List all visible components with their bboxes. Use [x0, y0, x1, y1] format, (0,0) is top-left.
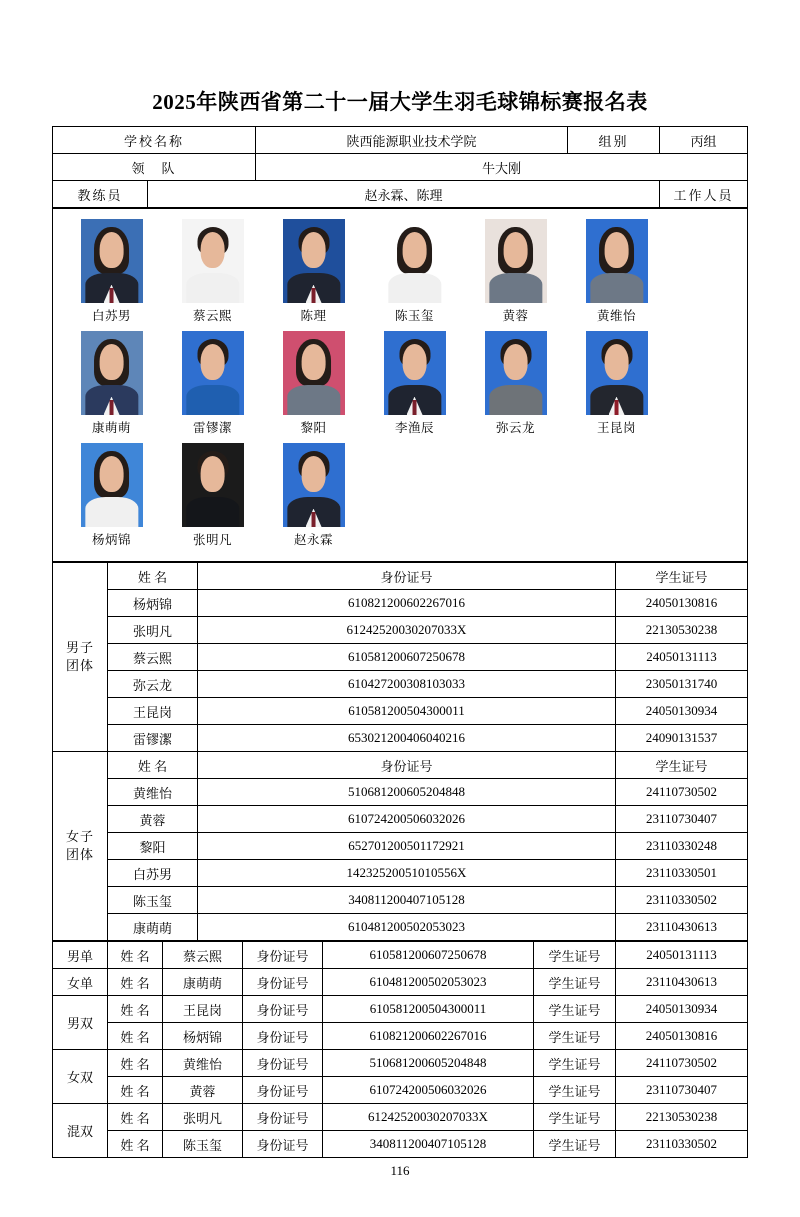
event-student-label: 学生证号	[534, 969, 616, 996]
table-row	[53, 996, 748, 1023]
player-portrait	[182, 219, 244, 303]
page-number: 116	[390, 1163, 410, 1178]
team-label: 男子 团体	[53, 563, 108, 752]
player-name: 白苏男	[108, 860, 198, 887]
player-student-id: 24050130934	[616, 698, 748, 725]
table-row	[53, 590, 748, 617]
table-header-row	[53, 563, 748, 590]
photo-item	[566, 331, 667, 436]
photo-item	[364, 331, 465, 436]
table-row	[53, 1050, 748, 1077]
photo-caption-name: 黎阳	[300, 421, 327, 435]
player-student-id: 22130530238	[616, 617, 748, 644]
event-player-student-id: 22130530238	[616, 1104, 748, 1131]
player-student-id: 24110730502	[616, 779, 748, 806]
player-student-id: 23110330502	[616, 887, 748, 914]
player-id-number: 610481200502053023	[198, 914, 616, 941]
event-name-label: 姓 名	[108, 1050, 163, 1077]
player-id-number: 610724200506032026	[198, 806, 616, 833]
photo-item	[263, 219, 364, 324]
event-student-label: 学生证号	[534, 1023, 616, 1050]
event-player-id-number: 610481200502053023	[323, 969, 534, 996]
player-name: 蔡云熙	[108, 644, 198, 671]
event-student-label: 学生证号	[534, 1077, 616, 1104]
table-row	[53, 860, 748, 887]
event-player-student-id: 23110730407	[616, 1077, 748, 1104]
event-label: 男双	[53, 996, 108, 1050]
event-player-student-id: 24110730502	[616, 1050, 748, 1077]
player-id-number: 61242520030207033X	[198, 617, 616, 644]
event-id-label: 身份证号	[243, 1050, 323, 1077]
photo-area	[53, 209, 747, 561]
column-header-name: 姓 名	[108, 563, 198, 590]
photo-caption-name: 王昆岗	[596, 421, 636, 435]
event-name-label: 姓 名	[108, 1077, 163, 1104]
photo-caption-name: 雷镠潔	[192, 421, 232, 435]
event-player-name: 王昆岗	[163, 996, 243, 1023]
photo-caption-name: 黄维怡	[596, 309, 636, 323]
event-player-name: 杨炳锦	[163, 1023, 243, 1050]
photo-item	[465, 219, 566, 324]
event-name-label: 姓 名	[108, 1131, 163, 1158]
event-label: 混双	[53, 1104, 108, 1158]
photo-caption-name: 陈玉玺	[394, 309, 434, 323]
player-portrait	[384, 219, 446, 303]
table-row	[53, 1131, 748, 1158]
photo-caption-name: 蔡云熙	[192, 309, 232, 323]
player-portrait	[485, 331, 547, 415]
table-row	[53, 209, 748, 562]
table-row	[53, 154, 748, 181]
event-player-id-number: 610821200602267016	[323, 1023, 534, 1050]
coach-value: 赵永霖、陈理	[148, 181, 660, 208]
player-id-number: 510681200605204848	[198, 779, 616, 806]
player-student-id: 24050131113	[616, 644, 748, 671]
column-header-name: 姓 名	[108, 752, 198, 779]
table-row	[53, 127, 748, 154]
player-name: 黄维怡	[108, 779, 198, 806]
event-player-student-id: 24050130816	[616, 1023, 748, 1050]
photo-item	[162, 443, 263, 548]
player-portrait	[586, 331, 648, 415]
photo-cell	[53, 209, 748, 562]
player-portrait	[283, 331, 345, 415]
player-id-number: 610581200607250678	[198, 644, 616, 671]
event-label: 女单	[53, 969, 108, 996]
event-player-id-number: 610581200504300011	[323, 996, 534, 1023]
photo-item	[162, 219, 263, 324]
photo-caption-name: 陈理	[300, 309, 327, 323]
table-row	[53, 1023, 748, 1050]
leader-value: 牛大刚	[256, 154, 748, 181]
event-player-student-id: 23110430613	[616, 969, 748, 996]
page-title: 2025年陕西省第二十一届大学生羽毛球锦标赛报名表	[152, 90, 648, 114]
roster-table	[52, 562, 748, 941]
event-player-id-number: 61242520030207033X	[323, 1104, 534, 1131]
event-player-student-id: 24050131113	[616, 942, 748, 969]
photo-table	[52, 208, 748, 562]
player-portrait	[81, 219, 143, 303]
event-id-label: 身份证号	[243, 1104, 323, 1131]
photo-item	[61, 443, 162, 548]
event-player-name: 黄蓉	[163, 1077, 243, 1104]
player-id-number: 14232520051010556X	[198, 860, 616, 887]
table-row	[53, 914, 748, 941]
photo-item	[263, 331, 364, 436]
player-name: 张明凡	[108, 617, 198, 644]
player-portrait	[81, 331, 143, 415]
event-name-label: 姓 名	[108, 996, 163, 1023]
photo-grid	[53, 219, 747, 555]
table-row	[53, 644, 748, 671]
table-row	[53, 887, 748, 914]
event-student-label: 学生证号	[534, 996, 616, 1023]
player-name: 雷镠潔	[108, 725, 198, 752]
table-row	[53, 969, 748, 996]
photo-item	[263, 443, 364, 548]
player-student-id: 23110730407	[616, 806, 748, 833]
event-player-student-id: 23110330502	[616, 1131, 748, 1158]
table-row	[53, 779, 748, 806]
event-player-name: 陈玉玺	[163, 1131, 243, 1158]
table-row	[53, 942, 748, 969]
player-portrait	[384, 331, 446, 415]
photo-caption-name: 张明凡	[192, 533, 232, 547]
column-header-id: 身份证号	[198, 752, 616, 779]
player-portrait	[81, 443, 143, 527]
player-name: 陈玉玺	[108, 887, 198, 914]
info-table	[52, 126, 748, 208]
event-student-label: 学生证号	[534, 1104, 616, 1131]
event-student-label: 学生证号	[534, 942, 616, 969]
player-id-number: 610427200308103033	[198, 671, 616, 698]
player-student-id: 23050131740	[616, 671, 748, 698]
player-id-number: 610821200602267016	[198, 590, 616, 617]
photo-item	[61, 219, 162, 324]
player-portrait	[485, 219, 547, 303]
event-player-student-id: 24050130934	[616, 996, 748, 1023]
table-row	[53, 698, 748, 725]
event-id-label: 身份证号	[243, 969, 323, 996]
event-name-label: 姓 名	[108, 942, 163, 969]
photo-item	[465, 331, 566, 436]
event-name-label: 姓 名	[108, 1104, 163, 1131]
event-student-label: 学生证号	[534, 1131, 616, 1158]
event-player-name: 张明凡	[163, 1104, 243, 1131]
event-id-label: 身份证号	[243, 1131, 323, 1158]
player-id-number: 652701200501172921	[198, 833, 616, 860]
school-name-value: 陕西能源职业技术学院	[256, 127, 568, 154]
player-portrait	[283, 443, 345, 527]
player-student-id: 23110330248	[616, 833, 748, 860]
player-portrait	[283, 219, 345, 303]
coach-label: 教练员	[53, 181, 148, 208]
table-row	[53, 671, 748, 698]
event-player-id-number: 340811200407105128	[323, 1131, 534, 1158]
player-name: 黎阳	[108, 833, 198, 860]
event-label: 男单	[53, 942, 108, 969]
column-header-student_id: 学生证号	[616, 563, 748, 590]
event-player-name: 蔡云熙	[163, 942, 243, 969]
player-name: 弥云龙	[108, 671, 198, 698]
photo-caption-name: 杨炳锦	[91, 533, 131, 547]
player-id-number: 653021200406040216	[198, 725, 616, 752]
photo-item	[364, 219, 465, 324]
player-portrait	[182, 331, 244, 415]
photo-caption-name: 黄蓉	[502, 309, 529, 323]
table-row	[53, 617, 748, 644]
player-id-number: 610581200504300011	[198, 698, 616, 725]
table-row	[53, 1077, 748, 1104]
event-player-id-number: 510681200605204848	[323, 1050, 534, 1077]
player-student-id: 24090131537	[616, 725, 748, 752]
photo-caption-name: 李渔辰	[394, 421, 434, 435]
event-id-label: 身份证号	[243, 942, 323, 969]
table-row	[53, 1104, 748, 1131]
group-label: 组别	[568, 127, 660, 154]
event-name-label: 姓 名	[108, 1023, 163, 1050]
player-portrait	[586, 219, 648, 303]
player-name: 康萌萌	[108, 914, 198, 941]
event-player-name: 黄维怡	[163, 1050, 243, 1077]
photo-caption-name: 弥云龙	[495, 421, 535, 435]
event-id-label: 身份证号	[243, 1077, 323, 1104]
event-id-label: 身份证号	[243, 1023, 323, 1050]
group-value: 丙组	[660, 127, 748, 154]
event-student-label: 学生证号	[534, 1050, 616, 1077]
player-name: 王昆岗	[108, 698, 198, 725]
column-header-student_id: 学生证号	[616, 752, 748, 779]
team-label: 女子 团体	[53, 752, 108, 941]
player-student-id: 23110330501	[616, 860, 748, 887]
photo-caption-name: 康萌萌	[91, 421, 131, 435]
player-student-id: 23110430613	[616, 914, 748, 941]
event-name-label: 姓 名	[108, 969, 163, 996]
player-id-number: 340811200407105128	[198, 887, 616, 914]
player-name: 黄蓉	[108, 806, 198, 833]
event-player-id-number: 610581200607250678	[323, 942, 534, 969]
column-header-id: 身份证号	[198, 563, 616, 590]
photo-caption-name: 白苏男	[91, 309, 131, 323]
staff-label: 工作人员	[660, 181, 748, 208]
player-student-id: 24050130816	[616, 590, 748, 617]
photo-caption-name: 赵永霖	[293, 533, 333, 547]
school-name-label: 学校名称	[53, 127, 256, 154]
table-row	[53, 833, 748, 860]
table-row	[53, 181, 748, 208]
leader-label: 领 队	[53, 154, 256, 181]
event-player-id-number: 610724200506032026	[323, 1077, 534, 1104]
document-page	[0, 86, 800, 1217]
photo-item	[162, 331, 263, 436]
event-id-label: 身份证号	[243, 996, 323, 1023]
table-row	[53, 725, 748, 752]
table-row	[53, 806, 748, 833]
events-table	[52, 941, 748, 1158]
player-portrait	[182, 443, 244, 527]
photo-item	[566, 219, 667, 324]
event-player-name: 康萌萌	[163, 969, 243, 996]
photo-item	[61, 331, 162, 436]
event-label: 女双	[53, 1050, 108, 1104]
table-header-row	[53, 752, 748, 779]
player-name: 杨炳锦	[108, 590, 198, 617]
